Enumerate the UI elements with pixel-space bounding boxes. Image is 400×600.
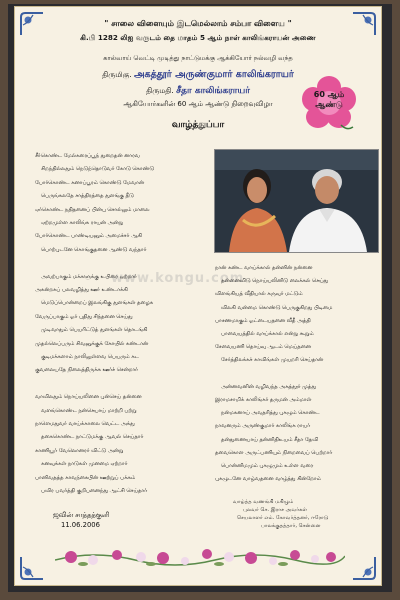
poem-line: நான் கண்ட வாய்க்கால் தன்னின் நன்னை <box>215 265 313 271</box>
poem-line: பாவையத்தில் வாய்க்கால் என்று கூறும் <box>221 331 314 337</box>
occasion-line: ஆகியோர்களின் 60 ஆம் ஆண்டு நிறைவுவிழா <box>123 100 273 108</box>
honoree-husband-name: அகத்தூர் அருண்குமார் காலிங்கராயர் <box>133 69 294 80</box>
poem-line: சேர்த்திலக்கச் காவிங்கள் முயறரி செய்தான் <box>221 357 324 364</box>
poem-line: முதல்லெப்பரும் சிவனுக்குக் கோயில் கண்டான் <box>35 340 149 347</box>
poem-line: கனவுக்கள் நாடுகள் முனமை ஏற்றார் <box>41 461 128 468</box>
poem-line: சிறந்தில்லதும் நெடுந்தொடுவர் கோடு கொண்டு <box>41 166 155 173</box>
honorific-prefix: திருமதி. <box>146 86 174 95</box>
poem-line: தன்துணையாய் தன்னிதிஉயம் சீதா தேவி <box>221 436 319 443</box>
corner-ornament-icon <box>19 555 45 581</box>
poem-line: தகைகொண்ட நாட்டுமக்கு ஆவல் செய்தார் <box>41 434 144 441</box>
poem-line: பாசணமாகும் ஓட்டையதனை வீதீ அத்தி <box>215 317 311 324</box>
poem-line: முடிவாதும் பெயரிட்டுத் துளங்கள் தொடங்கி <box>41 327 148 334</box>
wisher-line: செயலாளர் எம். கோவர்த்தனர், ஈரோடு <box>237 515 329 521</box>
poem-line: தன்னைவிடு நொய்யலினிடு லைக்கல் செய்து <box>221 278 329 285</box>
poem-line: பொற்புடனே கொங்குதனை ஆண்டு வந்தார் <box>41 246 147 253</box>
poem-line: போர்கொண்ட பாண்டியனும் அமைச்சர் ஆகி <box>35 233 142 240</box>
poem-line: அவற்பாகும் மக்களுக்கு உபிரை ஒற்றார் <box>41 273 137 280</box>
poem-line: பெருங்கலதே சாத்திரத்தை துளங்கு தீடு <box>41 193 134 200</box>
lineage-line: கால்வாய் வெட்டி முடித்து நாட்டுமக்கு ஆக்கியோர் நல்வழி வந்த <box>103 54 293 62</box>
history-line: கி.பி 1282 லிஐ வருடம் தை மாதம் 5 ஆம் நாள் காலிங்கராயன் அணை <box>80 33 316 42</box>
poem-line: நாவனரும் அருண்குமார் காலிங்க ராயர் <box>215 423 310 430</box>
poem-line: காணியூர் வேலொனரர் விட்டு அன்று <box>35 447 124 454</box>
flower-border-icon <box>55 542 345 570</box>
corner-ornament-icon <box>351 555 377 581</box>
poem-line: ஏற்றமுள்ள காலிங்க ராயன் அன்று <box>41 220 124 226</box>
poem-line: சேவையணி தொய்வு ஆடம் மெய்தனை <box>215 344 311 351</box>
poem-line: பொன்னிமமும் புகழுமும் உள்ள வரை <box>221 463 314 469</box>
poem-line: புகழுடனே வாழ்வதனை வாழ்த்து கின்றோம் <box>215 476 321 483</box>
motto-title: " சாலை விளையும் இடமெல்லாம் சம்பா விளைய " <box>104 19 292 28</box>
poem-line: வளங்கொண்ட நன்செயாய் மாற்றி பற்று <box>41 407 137 414</box>
poem-line: விளங்கியத் வீதியால் கருவுர் மட்டும் <box>215 291 303 298</box>
poem-line: தவைகொள அருட்பணியும் நிறைவைப் பெற்றார் <box>215 449 333 456</box>
greeting-card <box>14 6 382 586</box>
wisher-line: வாழ்த்த வணங்கி மகிழும் <box>233 499 294 505</box>
signer-name: ஜவின் சாத்தத்குளி <box>53 511 110 519</box>
poem-line: விலகி வன்மை கொண்டு பெருகுகிறது பிடிமை <box>221 304 333 311</box>
poem-line: அன்னவனின் வழிவந்த அகத்தூர் முத்து <box>221 383 316 390</box>
poem-line: ஏர்கொண்ட நதிதனைப் பின்பு சொல்லும் மாலை <box>35 206 150 213</box>
poem-line: சீர்கொண்ட மேல்கரைப்பூந் துறைதன் னாரவ <box>35 153 140 159</box>
poem-line: குவலையதே நிலைத்திருக்க ஊர்ச் சென்றார் <box>35 367 138 374</box>
poem-line: நாளெமதுவர் வாய்க்காலை வெட்ட அக்து <box>35 421 135 427</box>
anniversary-badge: 60 ஆம் ஆண்டு <box>313 90 345 109</box>
poem-line: போர்கொண்ட கனாப்பூரம் கொண்டு மேவான் <box>35 179 144 186</box>
poem-line: அகன்றகப் பலவழித்து ஊர் உண்டாக்கி <box>35 287 128 293</box>
poem-line: நன்மகனாய் அவதரித்து புகழும் கொண்ட <box>221 410 320 417</box>
honorific-prefix: திருமிகு. <box>102 70 132 79</box>
poem-line: குடிமக்களாம் நாலிலுள்ளவ பெயரும் கட <box>41 354 139 360</box>
watermark-text: www.kongu.com <box>111 271 245 286</box>
poem-line: இராமசாமிக் காலிங்கர் தருமன் அம்மாள் <box>215 397 312 403</box>
poem-line: பானிவதத்த காவந்கைபின் ஊற்றுப் பக்கம் <box>35 474 136 481</box>
signer-date: 11.06.2006 <box>61 521 100 529</box>
poem-line: வாவிலதும் நொய்யலினை புன்செய் தன்னை <box>35 394 142 401</box>
poem-line: மெடுப்பொன்றைப் இலங்கிகு துளங்கள் தழைக <box>41 300 154 307</box>
couple-photo <box>214 149 379 253</box>
honoree-wife-name: சீதா காலிங்கராயர் <box>176 86 250 96</box>
greeting-heading: வாழ்த்துப்பா <box>171 120 225 130</box>
poem-line: வேருப்பாகும் ஓர் புதிது சிந்தனை செய்து <box>35 313 133 320</box>
poem-line: பவிர பவர்த்தி குறிபனைந்து ஆட்சி செய்தார் <box>41 488 147 494</box>
wisher-line: புலவர் செ. இராச அவர்கள் <box>243 507 308 513</box>
wisher-line: பாலக்குதத்தார், சென்னை <box>261 523 321 529</box>
